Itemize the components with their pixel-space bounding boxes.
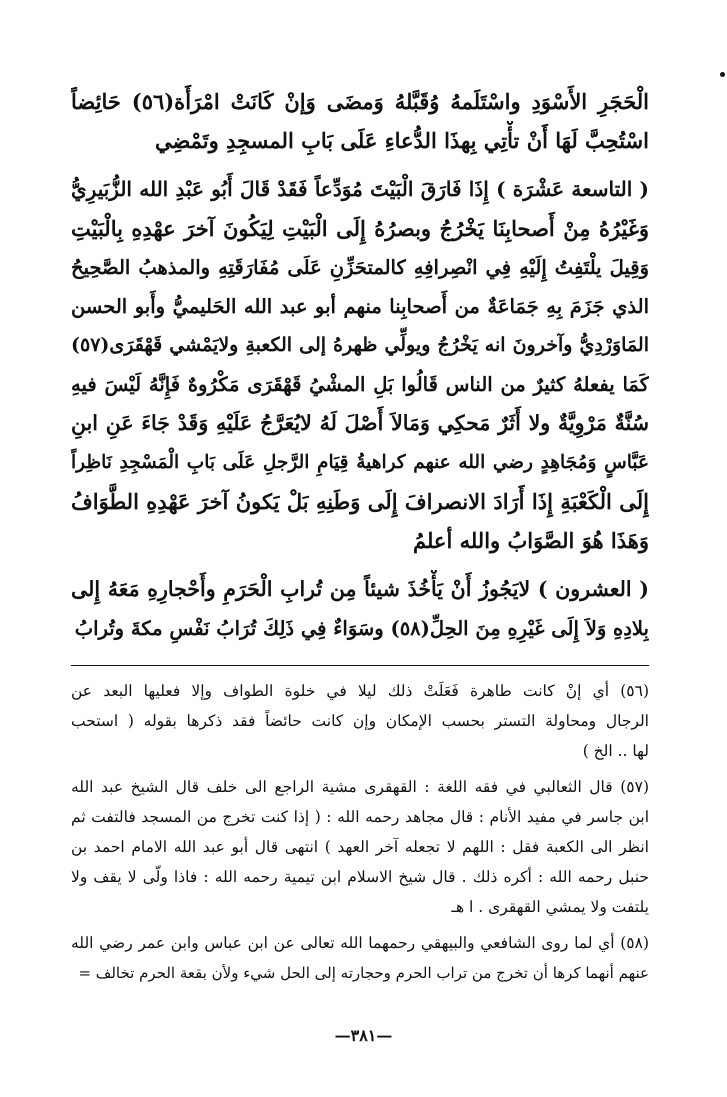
footnote-line: الرجال ومحاولة التستر بحسب الإمكان وإن كانت حائضاً فقد ذكرها بقوله ( استحب	[71, 712, 649, 730]
footnote-divider	[71, 665, 649, 666]
text-line: المَاوَرْدِيُّ وآخرونَ انه يَخْرُجُ ويولِّي ظهرهُ إلى الكعبةِ ولايَمْشي قَهْقَرَى(٥٧)	[71, 334, 649, 356]
page-number: —٣٨١—	[334, 1026, 393, 1045]
footnote-line: ابن جاسر في مفيد الأنام : قال مجاهد رحمه الله : ( إذا كنت تخرج من المسجد فالتفت ثم	[71, 808, 649, 826]
text-line: الذي جَزَمَ بِهِ جَمَاعَةٌ من أَصحابِنا منهم أبو عبد الله الحَليميُّ وأَبو الحسن	[71, 295, 649, 318]
footnote	[71, 772, 649, 922]
text-line: ( التاسعة عَشْرَة ) إِذَا فَارَقَ الْبَيْتَ مُوَدِّعاً فَقَدْ قَالَ أَبُو عَبْدِ الله الزُّبَيرِيُّ	[71, 177, 649, 201]
footnote-line: (٥٧) قال الثعالبي في فقه اللغة : القهقرى مشية الراجع الى خلف قال الشيخ عبد الله	[71, 778, 649, 796]
text-line: وَغَيْرُهُ مِنْ أَصحابِنَا يَخْرُجُ وبصرُهُ إِلَى الْبَيْتِ لِيَكُونَ آخرَ عهْدِهِ بِالْبَيْتِ	[71, 216, 649, 241]
footnotes-section	[71, 676, 649, 988]
footnote-line: يلتفت ولا يمشي القهقرى . ا هـ	[451, 898, 649, 916]
footnote-line: (٥٨) أي لما روى الشافعي والبيهقي رحمهما الله تعالى عن ابن عباس وابن عمر رضي الله	[71, 934, 649, 952]
paragraph-gap	[71, 160, 649, 170]
footnote-line: انظر الى الكعبة فقل : اللهم لا تجعله آخر العهد ) انتهى قال أبو عبد الله الامام احمد بن	[71, 838, 649, 856]
footnote-line: عنهم أنهما كرها أن تخرج من تراب الحرم وحجارته إلى الحل شيء ولأن بقعة الحرم تخالف =	[78, 964, 649, 982]
text-line: سُنَّةٌ مَرْوِيَّةٌ ولا أَثَرٌ مَحكِي وَمَالاَ أَصْلَ لَهُ لايُعَرَّجُ عَلَيْهِ وَقَدْ جَاءَ عَنِ ابنِ	[71, 411, 649, 435]
margin-mark	[720, 72, 725, 77]
footnote	[71, 928, 649, 988]
text-line: إِلَى الْكَعْبَةِ إِذَا أَرَادَ الانصرافَ إِلَى وَطَنِهِ بَلْ يَكونُ آخرَ عَهْدِهِ الطَّوَافُ	[71, 489, 649, 514]
text-line: كَمَا يفعلهُ كثيرٌ من الناس قَالُوا بَلِ المشْيُ قَهْقَرَى مَكْرُوهٌ فَإِنَّهُ لَيْسَ فيهِ	[71, 373, 649, 396]
main-paragraph	[71, 570, 649, 648]
footnote-line: لها .. الخ )	[582, 742, 649, 760]
footnote-line: (٥٦) أي إنْ كانت طاهرة فَعَلَتْ ذلك ليلا في خلوة الطواف وإلا فعليها البعد عن	[71, 682, 649, 700]
text-line: بِلادِهِ وَلاَ إِلَى غَيْرِهِ مِنَ الحِلِّ(٥٨) وسَوَاءٌ فِي ذَلِكَ تُرَابُ نَفْسِ مكةَ وتُرابُ	[74, 617, 649, 640]
text-line: اسْتُحِبَّ لَهَا أَنْ تأْتِي بِهذَا الدُّعاءِ عَلَى بَابِ المسجِدِ وتَمْضِي	[154, 128, 649, 153]
paragraph-gap	[71, 560, 649, 570]
text-line: ( العشرون ) لايَجُوزُ أَنْ يَأْخُذَ شيئاً مِن تُرابِ الْحَرَمِ وأَحْجارِهِ مَعَهُ إِلى	[71, 577, 649, 601]
footnote-line: حنبل رحمه الله : أكره ذلك . قال شيخ الاسلام ابن تيمية رحمه الله : فاذا ولّى لا يقف ولا	[71, 868, 649, 886]
main-paragraph	[71, 82, 649, 160]
text-line: عَبَّاسٍ وَمُجَاهِدٍ رضي الله عنهم كراهيةُ قِيَامِ الرَّجلِ عَلَى بَابِ الْمَسْجِدِ نَاظِراً	[71, 452, 649, 473]
main-paragraph	[71, 170, 649, 560]
main-text-body	[71, 82, 649, 648]
text-line: الْحَجَرِ الأَسْوَدِ واسْتَلَمهُ وُقَبَّلهُ وَمضَى وَإنْ كَانَتْ امْرَأَة(٥٦) حَائِضاً	[71, 89, 649, 114]
footnote	[71, 676, 649, 766]
text-line: وَقِيلَ يلْتَفِتُ إِلَيْهِ فِي انْصِرافِهِ كالمتحَزِّنِ عَلَى مُفَارَقَتِهِ والمذهبُ الصَّحِيحُ	[71, 256, 649, 279]
text-line: وَهَذَا هُوَ الصَّوَابُ والله أعلمُ	[412, 528, 649, 553]
